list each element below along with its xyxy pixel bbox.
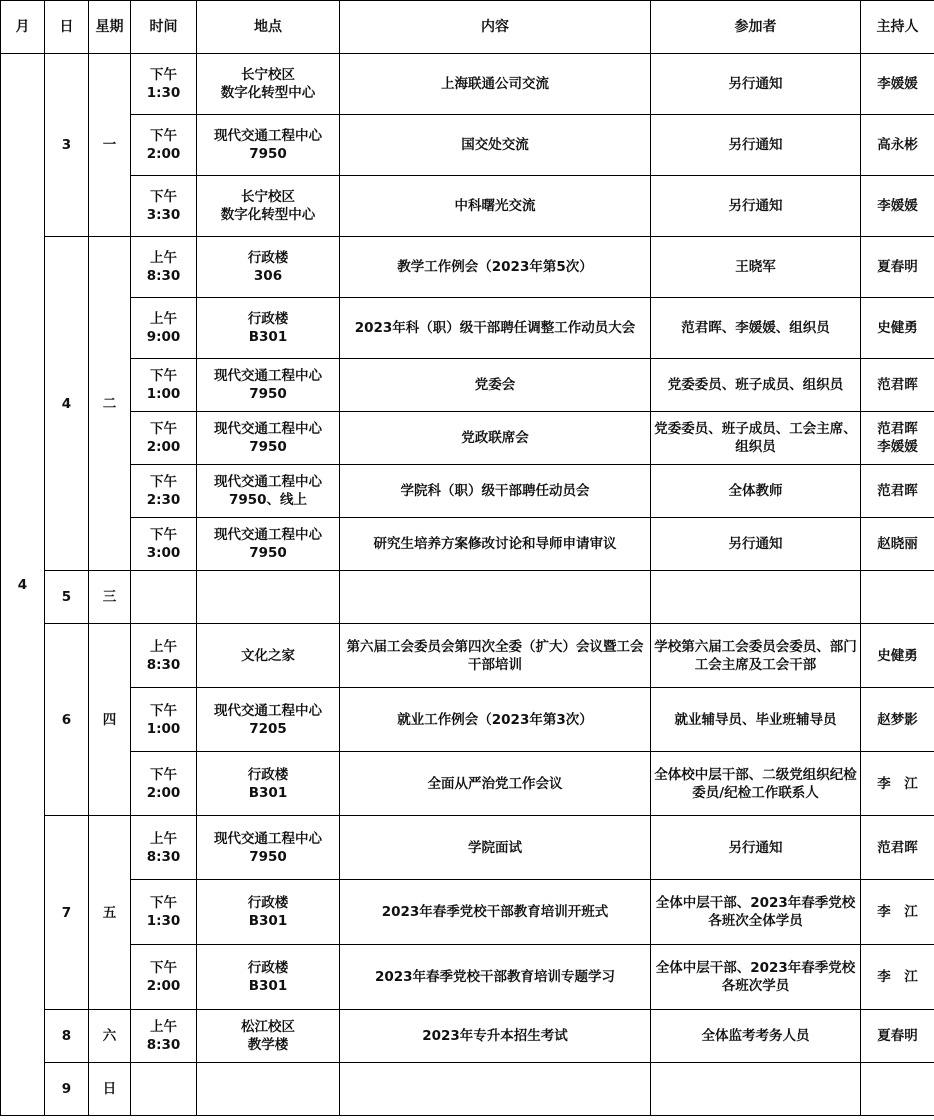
header-day: 日 bbox=[45, 1, 89, 54]
host-cell: 李 江 bbox=[861, 945, 934, 1010]
attendees-cell: 另行通知 bbox=[651, 176, 861, 237]
host-cell bbox=[861, 1063, 934, 1116]
weekday-cell: 三 bbox=[89, 571, 131, 624]
header-place: 地点 bbox=[197, 1, 340, 54]
schedule-body bbox=[1, 54, 934, 1116]
place-cell: 行政楼 B301 bbox=[197, 298, 340, 359]
table-row bbox=[1, 465, 934, 518]
table-row bbox=[1, 115, 934, 176]
content-cell: 全面从严治党工作会议 bbox=[340, 752, 651, 816]
place-cell: 松江校区 教学楼 bbox=[197, 1010, 340, 1063]
host-cell: 史健勇 bbox=[861, 624, 934, 688]
host-cell: 赵梦影 bbox=[861, 688, 934, 752]
table-row bbox=[1, 1010, 934, 1063]
content-cell bbox=[340, 1063, 651, 1116]
content-cell: 就业工作例会（2023年第3次） bbox=[340, 688, 651, 752]
content-cell: 中科曙光交流 bbox=[340, 176, 651, 237]
host-cell: 赵晓丽 bbox=[861, 518, 934, 571]
attendees-cell: 范君晖、李媛媛、组织员 bbox=[651, 298, 861, 359]
place-cell: 现代交通工程中心 7950 bbox=[197, 115, 340, 176]
place-cell: 现代交通工程中心 7205 bbox=[197, 688, 340, 752]
day-cell: 7 bbox=[45, 816, 89, 1010]
content-cell: 党政联席会 bbox=[340, 412, 651, 465]
month-cell: 4 bbox=[1, 54, 45, 1116]
attendees-cell: 全体教师 bbox=[651, 465, 861, 518]
attendees-cell: 全体中层干部、2023年春季党校各班次全体学员 bbox=[651, 880, 861, 945]
day-cell: 8 bbox=[45, 1010, 89, 1063]
table-row bbox=[1, 752, 934, 816]
content-cell: 2023年春季党校干部教育培训专题学习 bbox=[340, 945, 651, 1010]
attendees-cell: 另行通知 bbox=[651, 816, 861, 880]
host-cell: 高永彬 bbox=[861, 115, 934, 176]
place-cell: 行政楼 B301 bbox=[197, 945, 340, 1010]
attendees-cell: 全体校中层干部、二级党组织纪检委员/纪检工作联系人 bbox=[651, 752, 861, 816]
table-row bbox=[1, 816, 934, 880]
host-cell: 范君晖 bbox=[861, 359, 934, 412]
day-cell: 5 bbox=[45, 571, 89, 624]
content-cell: 第六届工会委员会第四次全委（扩大）会议暨工会干部培训 bbox=[340, 624, 651, 688]
host-cell bbox=[861, 571, 934, 624]
table-row bbox=[1, 54, 934, 115]
time-cell: 下午 3:30 bbox=[131, 176, 197, 237]
attendees-cell: 党委委员、班子成员、组织员 bbox=[651, 359, 861, 412]
table-row bbox=[1, 945, 934, 1010]
table-row bbox=[1, 880, 934, 945]
table-row bbox=[1, 624, 934, 688]
time-cell: 下午 3:00 bbox=[131, 518, 197, 571]
host-cell: 李媛媛 bbox=[861, 54, 934, 115]
attendees-cell: 另行通知 bbox=[651, 115, 861, 176]
attendees-cell bbox=[651, 1063, 861, 1116]
time-cell bbox=[131, 1063, 197, 1116]
day-cell: 6 bbox=[45, 624, 89, 816]
header-host: 主持人 bbox=[861, 1, 934, 54]
content-cell bbox=[340, 571, 651, 624]
table-row bbox=[1, 1063, 934, 1116]
place-cell: 长宁校区 数字化转型中心 bbox=[197, 176, 340, 237]
time-cell: 下午 2:00 bbox=[131, 412, 197, 465]
attendees-cell: 另行通知 bbox=[651, 518, 861, 571]
weekday-cell: 一 bbox=[89, 54, 131, 237]
time-cell bbox=[131, 571, 197, 624]
weekday-cell: 日 bbox=[89, 1063, 131, 1116]
header-month: 月 bbox=[1, 1, 45, 54]
host-cell: 李 江 bbox=[861, 752, 934, 816]
host-cell: 夏春明 bbox=[861, 1010, 934, 1063]
place-cell: 现代交通工程中心 7950、线上 bbox=[197, 465, 340, 518]
attendees-cell: 学校第六届工会委员会委员、部门工会主席及工会干部 bbox=[651, 624, 861, 688]
time-cell: 下午 2:30 bbox=[131, 465, 197, 518]
content-cell: 2023年春季党校干部教育培训开班式 bbox=[340, 880, 651, 945]
time-cell: 下午 1:00 bbox=[131, 688, 197, 752]
weekday-cell: 二 bbox=[89, 237, 131, 571]
time-cell: 下午 2:00 bbox=[131, 115, 197, 176]
header-weekday: 星期 bbox=[89, 1, 131, 54]
host-cell: 范君晖 李媛媛 bbox=[861, 412, 934, 465]
table-row bbox=[1, 176, 934, 237]
attendees-cell: 就业辅导员、毕业班辅导员 bbox=[651, 688, 861, 752]
weekday-cell: 五 bbox=[89, 816, 131, 1010]
time-cell: 上午 8:30 bbox=[131, 1010, 197, 1063]
day-cell: 3 bbox=[45, 54, 89, 237]
place-cell: 现代交通工程中心 7950 bbox=[197, 359, 340, 412]
time-cell: 下午 1:30 bbox=[131, 880, 197, 945]
attendees-cell: 另行通知 bbox=[651, 54, 861, 115]
place-cell: 现代交通工程中心 7950 bbox=[197, 412, 340, 465]
place-cell bbox=[197, 571, 340, 624]
table-row bbox=[1, 412, 934, 465]
host-cell: 史健勇 bbox=[861, 298, 934, 359]
attendees-cell: 全体中层干部、2023年春季党校各班次学员 bbox=[651, 945, 861, 1010]
table-row bbox=[1, 688, 934, 752]
place-cell: 长宁校区 数字化转型中心 bbox=[197, 54, 340, 115]
content-cell: 研究生培养方案修改讨论和导师申请审议 bbox=[340, 518, 651, 571]
host-cell: 夏春明 bbox=[861, 237, 934, 298]
time-cell: 上午 8:30 bbox=[131, 237, 197, 298]
host-cell: 李 江 bbox=[861, 880, 934, 945]
attendees-cell: 王晓军 bbox=[651, 237, 861, 298]
content-cell: 上海联通公司交流 bbox=[340, 54, 651, 115]
content-cell: 党委会 bbox=[340, 359, 651, 412]
header-row bbox=[1, 1, 934, 54]
header-content: 内容 bbox=[340, 1, 651, 54]
time-cell: 上午 8:30 bbox=[131, 816, 197, 880]
place-cell: 行政楼 306 bbox=[197, 237, 340, 298]
weekday-cell: 四 bbox=[89, 624, 131, 816]
weekday-cell: 六 bbox=[89, 1010, 131, 1063]
content-cell: 国交处交流 bbox=[340, 115, 651, 176]
place-cell: 现代交通工程中心 7950 bbox=[197, 518, 340, 571]
host-cell: 范君晖 bbox=[861, 465, 934, 518]
content-cell: 2023年专升本招生考试 bbox=[340, 1010, 651, 1063]
place-cell: 行政楼 B301 bbox=[197, 752, 340, 816]
content-cell: 教学工作例会（2023年第5次） bbox=[340, 237, 651, 298]
header-attendees: 参加者 bbox=[651, 1, 861, 54]
time-cell: 下午 1:00 bbox=[131, 359, 197, 412]
table-row bbox=[1, 359, 934, 412]
content-cell: 2023年科（职）级干部聘任调整工作动员大会 bbox=[340, 298, 651, 359]
table-row bbox=[1, 518, 934, 571]
time-cell: 下午 2:00 bbox=[131, 945, 197, 1010]
attendees-cell bbox=[651, 571, 861, 624]
attendees-cell: 全体监考考务人员 bbox=[651, 1010, 861, 1063]
place-cell bbox=[197, 1063, 340, 1116]
time-cell: 下午 2:00 bbox=[131, 752, 197, 816]
place-cell: 文化之家 bbox=[197, 624, 340, 688]
content-cell: 学院科（职）级干部聘任动员会 bbox=[340, 465, 651, 518]
day-cell: 9 bbox=[45, 1063, 89, 1116]
time-cell: 上午 8:30 bbox=[131, 624, 197, 688]
host-cell: 李媛媛 bbox=[861, 176, 934, 237]
attendees-cell: 党委委员、班子成员、工会主席、组织员 bbox=[651, 412, 861, 465]
table-row bbox=[1, 237, 934, 298]
time-cell: 上午 9:00 bbox=[131, 298, 197, 359]
table-row bbox=[1, 298, 934, 359]
place-cell: 现代交通工程中心 7950 bbox=[197, 816, 340, 880]
day-cell: 4 bbox=[45, 237, 89, 571]
header-time: 时间 bbox=[131, 1, 197, 54]
table-row bbox=[1, 571, 934, 624]
time-cell: 下午 1:30 bbox=[131, 54, 197, 115]
place-cell: 行政楼 B301 bbox=[197, 880, 340, 945]
content-cell: 学院面试 bbox=[340, 816, 651, 880]
host-cell: 范君晖 bbox=[861, 816, 934, 880]
